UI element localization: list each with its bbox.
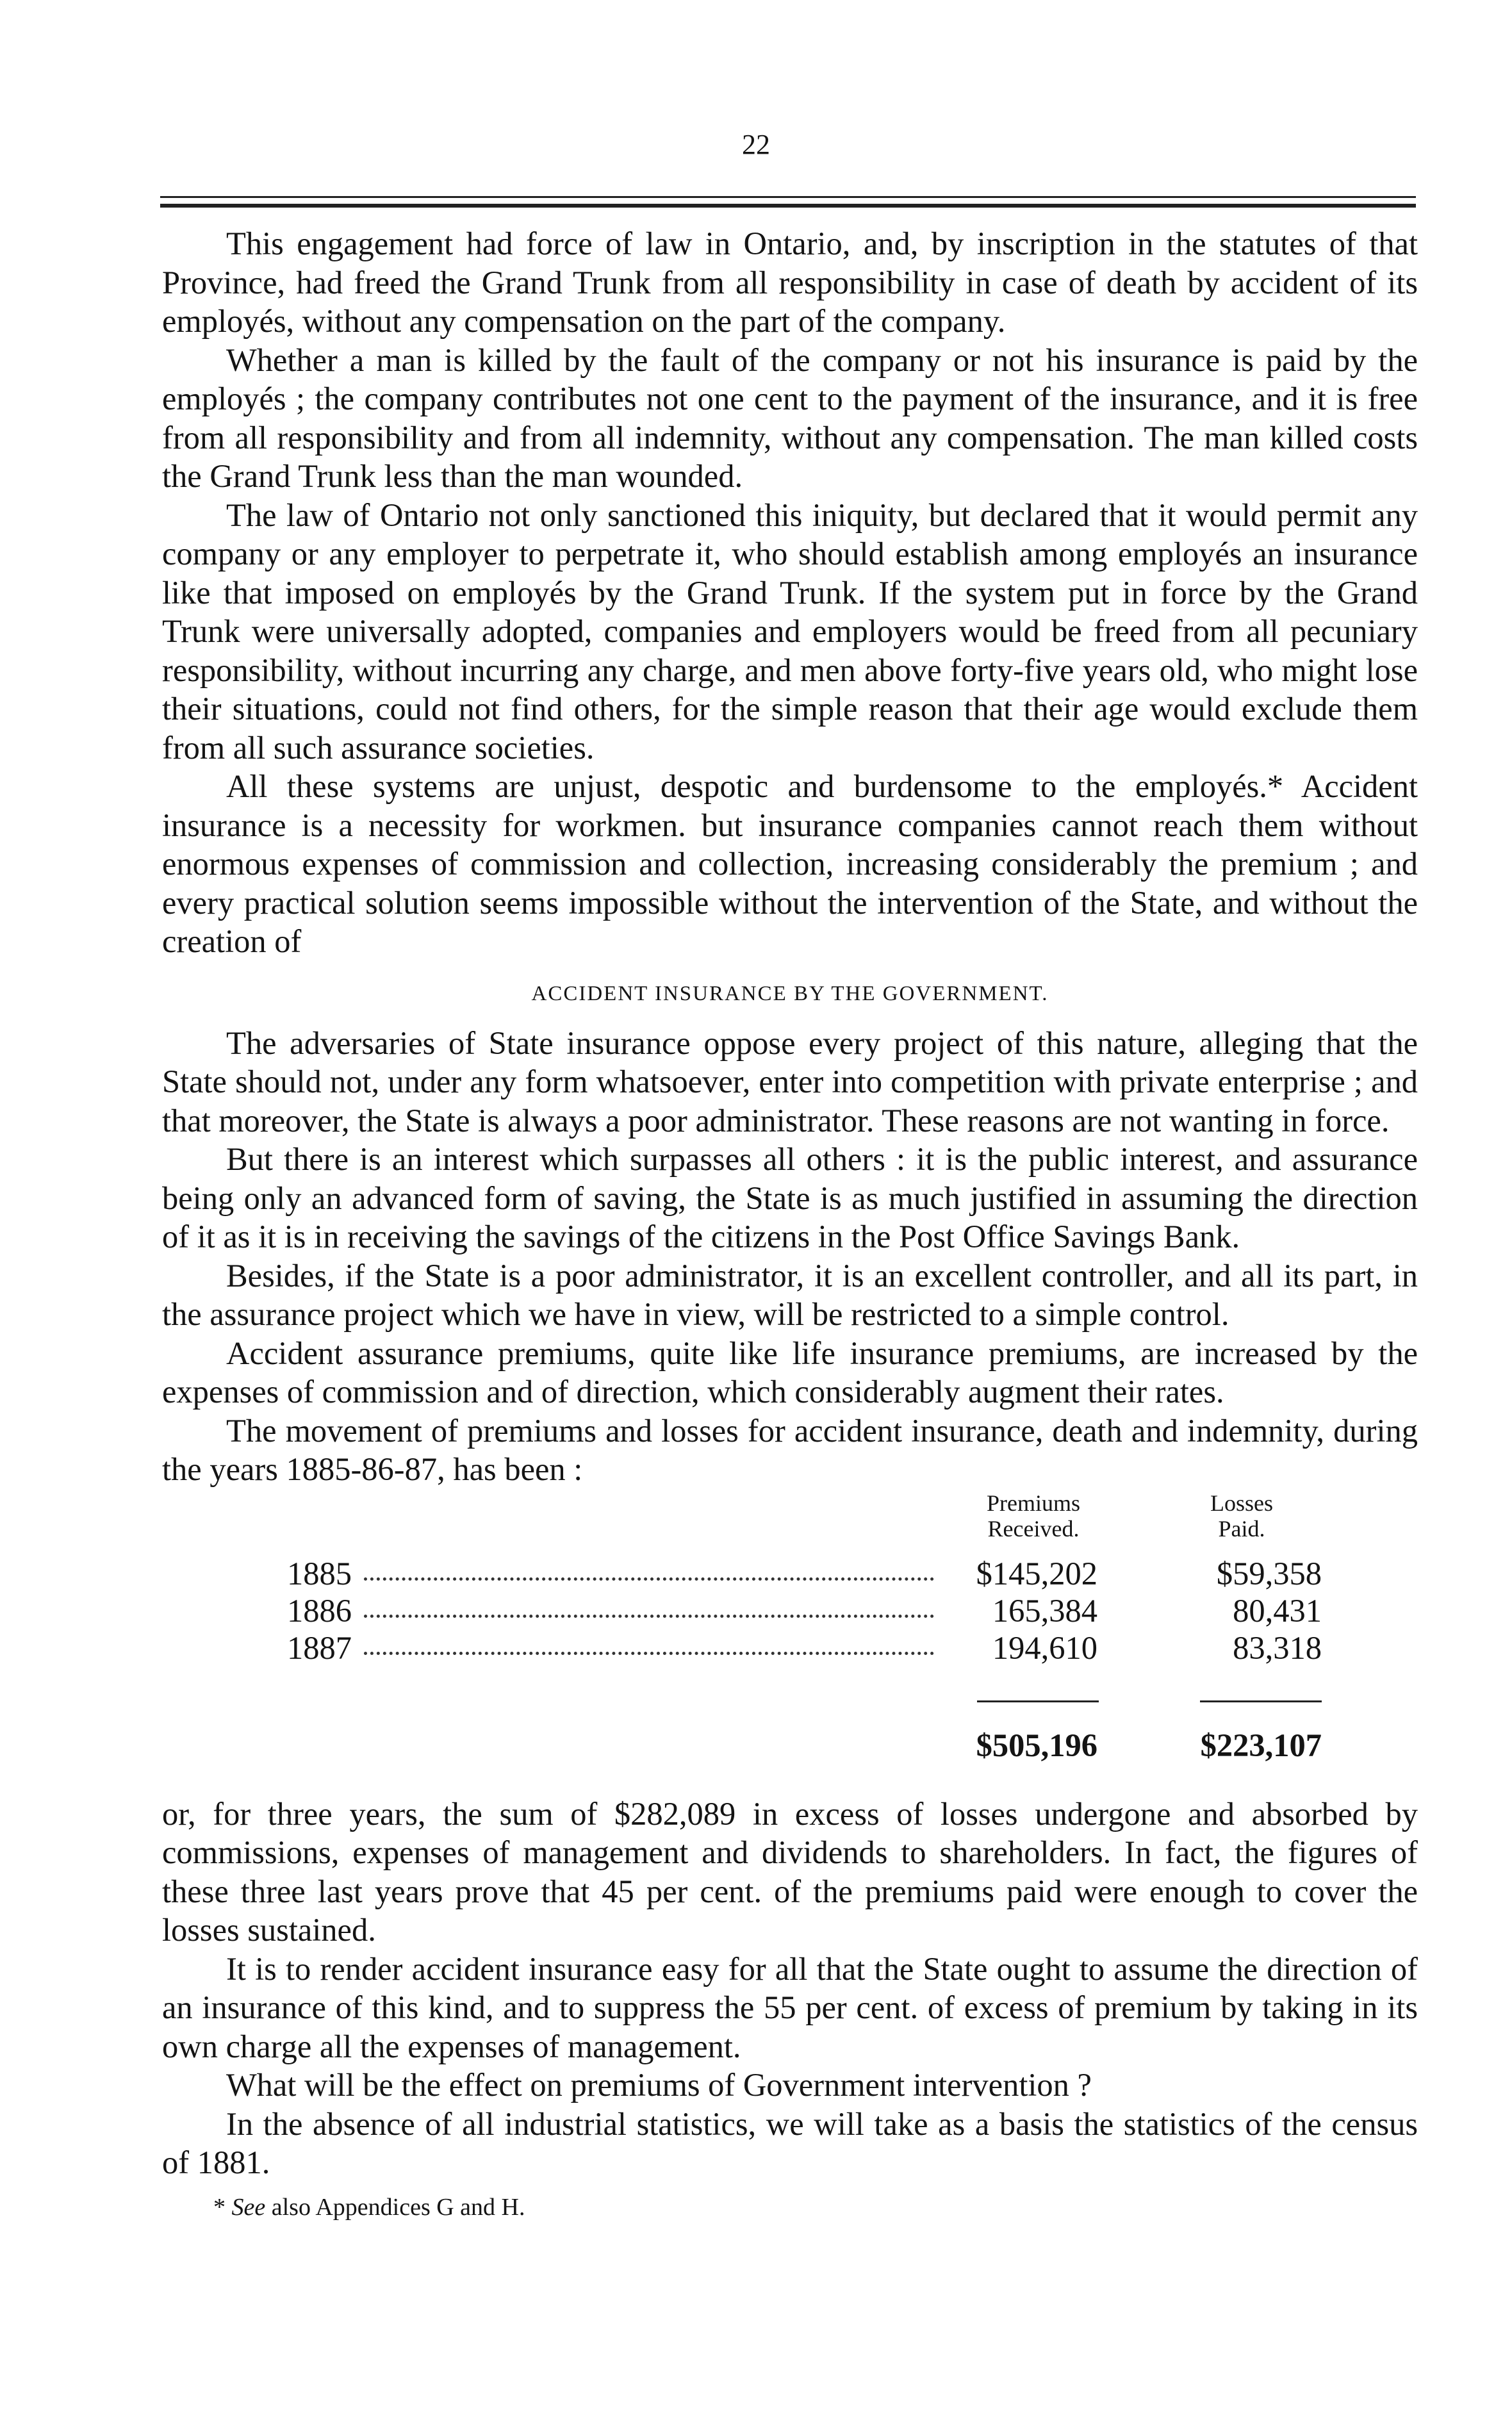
sum-rule xyxy=(1200,1700,1322,1702)
paragraph: In the absence of all industrial statistics, we will take as a basis the statistics of the census of 1881. xyxy=(162,2105,1418,2180)
footnote-see: See xyxy=(231,2193,266,2221)
premiums-header: Premiums Received. xyxy=(986,1490,1080,1542)
year-cell: 1886 xyxy=(287,1592,352,1629)
header-rule-thin xyxy=(160,196,1416,198)
losses-cell: $59,358 xyxy=(1216,1555,1322,1592)
dot-leader xyxy=(364,1577,934,1581)
body-text xyxy=(162,224,1418,2223)
total-losses: $223,107 xyxy=(1200,1727,1322,1763)
total-premiums: $505,196 xyxy=(976,1727,1097,1763)
premiums-cell: 194,610 xyxy=(992,1629,1097,1666)
paragraph: The adversaries of State insurance oppose every project of this nature, alleging that the State should not, under any form whatsoever, enter into competition with private enterprise ; and that moreover, the State is always a poor administrator. These reasons are not wanting in force. xyxy=(162,1024,1418,1139)
losses-cell: 80,431 xyxy=(1233,1592,1322,1629)
section-heading: ACCIDENT INSURANCE BY THE GOVERNMENT. xyxy=(531,982,1049,1005)
year-cell: 1887 xyxy=(287,1629,352,1666)
paragraph: Besides, if the State is a poor administrator, it is an excellent controller, and all its part, in the assurance project which we have in view, will be restricted to a simple control. xyxy=(162,1257,1418,1332)
paragraph: or, for three years, the sum of $282,089 in excess of losses undergone and absorbed by commissions, expenses of management and dividends to shareholders. In fact, the figures of these three last years prove that 45 per cent. of the premiums paid were enough to cover the losses sustained. xyxy=(162,1795,1418,1948)
paragraph: The movement of premiums and losses for accident insurance, death and indemnity, during the years 1885-86-87, has been : xyxy=(162,1412,1418,1487)
losses-header: Losses Paid. xyxy=(1210,1490,1273,1542)
paragraph: But there is an interest which surpasses all others : it is the public interest, and assurance being only an advanced form of saving, the State is as much justified in assuming the direction of it as it is in receiving the savings of the citizens in the Post Office Savings Bank. xyxy=(162,1141,1418,1255)
paragraph: This engagement had force of law in Ontario, and, by inscription in the statutes of that Province, had freed the Grand Trunk from all responsibility in case of death by accident of its employés, without any compensation on the part of the company. xyxy=(162,226,1418,339)
sum-rule xyxy=(977,1700,1099,1702)
page-number: 22 xyxy=(742,129,770,160)
paragraph: It is to render accident insurance easy for all that the State ought to assume the direction of an insurance of this kind, and to suppress the 55 per cent. of excess of premium by taking in its own charge all the expenses of management. xyxy=(162,1950,1418,2064)
paragraph: The law of Ontario not only sanctioned this iniquity, but declared that it would permit any company or any employer to perpetrate it, who should establish among employés an insurance like that imposed on employés by the Grand Trunk. If the system put in force by the Grand Trunk were universally adopted, companies and employers would be freed from all pecuniary responsibility, without incurring any charge, and men above forty-five years old, who might lose their situations, could not find others, for the simple reason that their age would exclude them from all such assurance societies. xyxy=(162,497,1418,766)
paragraph: What will be the effect on premiums of Government intervention ? xyxy=(226,2067,1092,2103)
premiums-losses-table xyxy=(162,1490,1418,1795)
dot-leader xyxy=(364,1615,934,1618)
table-row xyxy=(162,1592,1418,1629)
header-rule-thick xyxy=(160,204,1416,208)
premiums-cell: $145,202 xyxy=(976,1555,1097,1592)
table-total-row xyxy=(162,1726,1418,1763)
footnote xyxy=(162,2191,1418,2223)
dot-leader xyxy=(364,1652,934,1655)
premiums-cell: 165,384 xyxy=(992,1592,1097,1629)
paragraph: Accident assurance premiums, quite like life insurance premiums, are increased by the expenses of commission and of direction, which considerably augment their rates. xyxy=(162,1335,1418,1410)
table-row xyxy=(162,1629,1418,1666)
footnote-mark: * xyxy=(213,2193,226,2221)
losses-cell: 83,318 xyxy=(1233,1629,1322,1666)
footnote-text: also Appendices G and H. xyxy=(271,2193,525,2221)
paragraph: All these systems are unjust, despotic and burdensome to the employés.* Accident insurance is a necessity for workmen. but insurance companies cannot reach them without enormous expenses of commission and collection, increasing considerably the premium ; and every practical solution seems impossible without the intervention of the State, and without the creation of xyxy=(162,768,1418,959)
paragraph: Whether a man is killed by the fault of the company or not his insurance is paid by the employés ; the company contributes not one cent to the payment of the insurance, and it is free from all responsibility and from all indemnity, without any compensation. The man killed costs the Grand Trunk less than the man wounded. xyxy=(162,341,1418,494)
year-cell: 1885 xyxy=(287,1555,352,1592)
table-row xyxy=(162,1554,1418,1592)
